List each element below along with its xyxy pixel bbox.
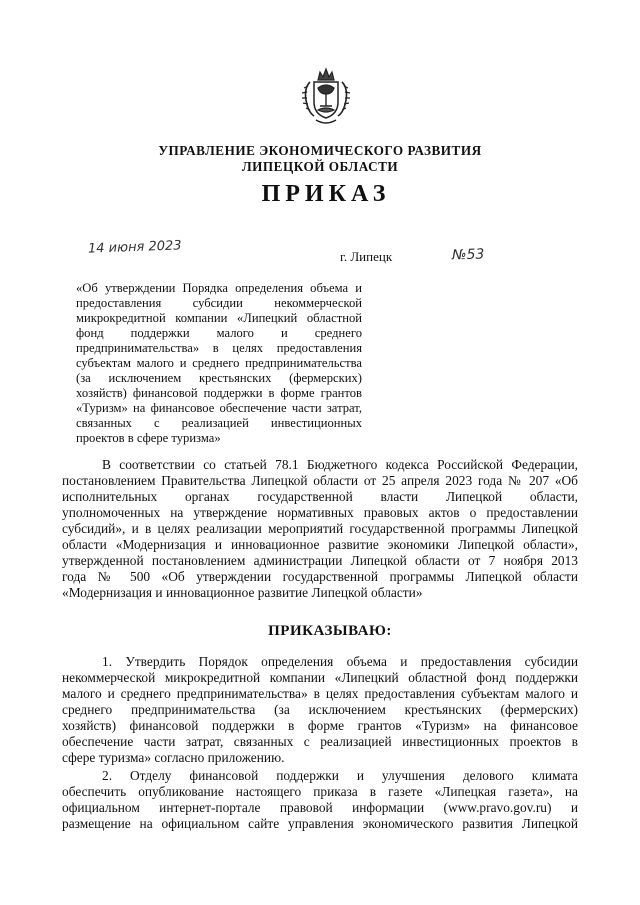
paragraph-line: уполномоченных на утверждение нормативных правовых актов о предоставлении [62, 505, 578, 520]
paragraph-line: исполнительных органах государственной власти Липецкой области, [62, 489, 578, 504]
paragraph-line: «Модернизация и инновационное развитие Липецкой области» [62, 585, 423, 600]
paragraph-line: постановлением Правительства Липецкой области от 25 апреля 2023 года № 207 «Об [62, 473, 578, 488]
paragraph-line: сфере туризма» согласно приложению. [62, 750, 285, 765]
paragraph-line: обеспечить опубликование настоящего приказа в газете «Липецкая газета», на [62, 784, 578, 799]
subject-line: «Об утверждении Порядка определения объема и [76, 281, 362, 295]
handwritten-date: 14 июня 2023 [87, 238, 182, 257]
paragraph-line: субсидий», и в целях реализации мероприятий государственной программы Липецкой [62, 521, 578, 536]
subject-line: предоставления субсидии некоммерческой [76, 296, 362, 310]
paragraph-line: среднего предпринимательства (за исключением крестьянских (фермерских) [62, 702, 578, 717]
document-type-title: ПРИКАЗ [261, 181, 391, 207]
order-item-2 [62, 768, 578, 832]
paragraph-line: некоммерческой микрокредитной компании «Липецкий областной фонд поддержки [62, 670, 578, 685]
paragraph-line: 2. Отделу финансовой поддержки и улучшения делового климата [102, 768, 578, 783]
paragraph-line: В соответствии со статьей 78.1 Бюджетного кодекса Российской Федерации, [102, 457, 578, 472]
organization-name-line2: ЛИПЕЦКОЙ ОБЛАСТИ [241, 159, 399, 174]
paragraph-line: обеспечение части затрат, связанных с реализацией инвестиционных проектов в [62, 734, 578, 749]
subject-line: микрокредитной компании «Липецкий областной [76, 311, 362, 325]
paragraph-line: официальном интернет-портале правовой информации (www.pravo.gov.ru) и [62, 800, 578, 815]
paragraph-line: области «Модернизация и инновационное развитие экономики Липецкой области», [62, 537, 578, 552]
paragraph-line: хозяйств) финансовой поддержки в форме грантов «Туризм» на финансовое [62, 718, 578, 733]
subject-line: связанных с реализацией инвестиционных [76, 416, 362, 430]
paragraph-line: 1. Утвердить Порядок определения объема и предоставления субсидии [102, 654, 578, 669]
subject-line: (за исключением крестьянских (фермерских) [76, 371, 362, 385]
order-item-1 [62, 654, 578, 766]
order-heading: ПРИКАЗЫВАЮ: [268, 623, 392, 639]
subject-line: предпринимательства» в целях предоставления [76, 341, 362, 355]
subject-line: субъектам малого и среднего предпринимательства [76, 356, 362, 370]
paragraph-line: малого и среднего предпринимательства» в целях предоставления субъектам малого и [62, 686, 578, 701]
paragraph-line: утвержденной постановлением администрации Липецкой области от 7 ноября 2013 [62, 553, 578, 568]
subject-line: хозяйств) финансовой поддержки в форме грантов [76, 386, 362, 400]
paragraph-line: размещение на официальном сайте управления экономического развития Липецкой [62, 816, 578, 831]
preamble-paragraph [62, 457, 578, 601]
handwritten-number: №53 [451, 246, 485, 264]
subject-line: «Туризм» на финансовое обеспечение части затрат, [76, 401, 362, 415]
coat-of-arms-emblem [296, 66, 356, 128]
paragraph-line: года № 500 «Об утверждении государственной программы Липецкой области [62, 569, 578, 584]
organization-name-line1: УПРАВЛЕНИЕ ЭКОНОМИЧЕСКОГО РАЗВИТИЯ [158, 143, 482, 158]
subject-line: фонд поддержки малого и среднего [76, 326, 362, 340]
subject-line: проектов в сфере туризма» [76, 431, 221, 445]
document-subject [76, 281, 362, 446]
city: г. Липецк [340, 249, 393, 264]
